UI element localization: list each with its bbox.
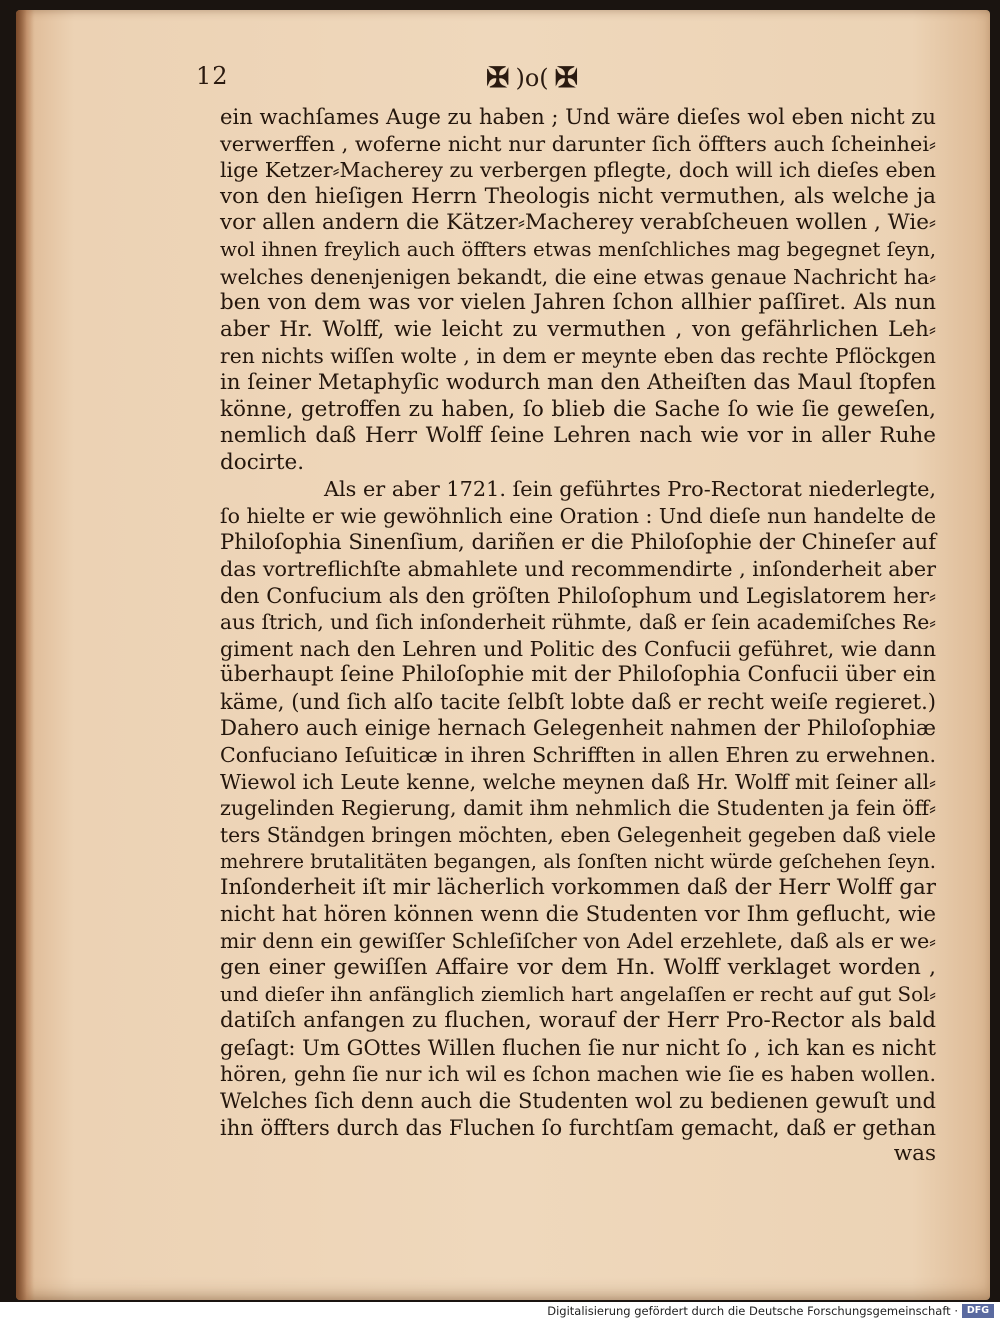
text-line: aber Hr. Wolff, wie leicht zu vermuthen , von gefährlichen Leh⸗: [220, 316, 936, 342]
page-header: [196, 62, 936, 98]
text-line: aus ſtrich, und ſich inſonderheit rühmte, daß er ſein academiſches Re⸗: [220, 610, 936, 635]
funding-credit: Digitalisierung gefördert durch die Deutsche Forschungsgemeinschaft ·: [547, 1304, 958, 1318]
ornament-center: )o(: [515, 64, 549, 92]
text-line: giment nach den Lehren und Politic des Confucii geführet, wie dann: [220, 636, 936, 661]
text-line: könne, getroffen zu haben, ſo blieb die Sache ſo wie ſie geweſen,: [220, 396, 936, 422]
text-line: wol ihnen freylich auch öffters etwas menſchliches mag begegnet ſeyn,: [220, 237, 936, 261]
text-line: nemlich daß Herr Wolff ſeine Lehren nach wie vor in aller Ruhe: [220, 423, 936, 449]
text-line: mehrere brutalitäten begangen, als ſonſten nicht würde geſchehen ſeyn.: [220, 849, 936, 873]
text-line: das vortreflichſte abmahlete und recommendirte , inſonderheit aber: [220, 557, 936, 582]
paragraph-start-line: Als er aber 1721. ſein geführtes Pro-Rectorat niederlegte,: [324, 477, 936, 502]
catchword: was: [893, 1141, 936, 1167]
text-line: den Confucium als den gröſten Philoſophum und Legislatorem her⸗: [220, 582, 936, 608]
text-line: lige Ketzer⸗Macherey zu verbergen pflegte, doch will ich dieſes eben: [220, 158, 936, 183]
text-line: Philoſophia Sinenſium, dariñen er die Philoſophie der Chineſer auf: [220, 529, 937, 555]
text-line: nicht hat hören können wenn die Studenten vor Ihm geflucht, wie: [220, 901, 936, 927]
text-line: geſagt: Um GOttes Willen fluchen ſie nur nicht ſo , ich kan es nicht: [220, 1034, 936, 1060]
text-line: von den hieſigen Herrn Theologis nicht vermuthen, als welche ja: [220, 183, 936, 209]
text-line: Inſonderheit iſt mir lächerlich vorkommen daß der Herr Wolff gar: [220, 875, 936, 901]
text-line: zugelinden Regierung, damit ihm nehmlich die Studenten ja fein öff⸗: [220, 796, 936, 821]
ornament-left-icon: ✠: [486, 61, 510, 94]
text-line: datiſch anfangen zu fluchen, worauf der Herr Pro-Rector als bald: [220, 1008, 936, 1034]
text-line: überhaupt ſeine Philoſophie mit der Philoſophia Confucii über ein: [220, 662, 936, 688]
text-line: ters Ständgen bringen möchten, eben Gelegenheit gegeben daß viele: [220, 823, 936, 848]
header-ornament: [486, 60, 578, 96]
text-line: käme, (und ſich alſo tacite ſelbſt lobte daß er recht weiſe regieret.): [220, 689, 936, 715]
text-line: gen einer gewiſſen Affaire vor dem Hn. Wolff verklaget worden ,: [220, 955, 936, 980]
text-line: verwerffen , woferne nicht nur darunter ſich öffters auch ſcheinhei⸗: [220, 131, 936, 156]
page-body-text: [220, 104, 936, 1168]
text-line: ein wachſames Auge zu haben ; Und wäre dieſes wol eben nicht zu: [220, 104, 936, 129]
text-line: Welches ſich denn auch die Studenten wol zu bedienen gewuſt und: [220, 1087, 936, 1113]
ornament-right-icon: ✠: [554, 61, 579, 94]
footer-bar: [0, 1302, 1000, 1321]
text-line: mir denn ein gewiſſer Schleſiſcher von Adel erzehlete, daß als er we⸗: [220, 929, 936, 954]
text-line: Wiewol ich Leute kenne, welche meynen daß Hr. Wolff mit ſeiner all⸗: [220, 769, 936, 794]
text-line: in ſeiner Metaphyſic wodurch man den Atheiſten das Maul ſtopfen: [220, 369, 936, 395]
text-line: ihn öffters durch das Fluchen ſo furchtſam gemacht, daß er gethan: [220, 1114, 936, 1140]
text-line: docirte.: [220, 449, 305, 475]
text-line: ben von dem was vor vielen Jahren ſchon allhier paſſiret. Als nun: [220, 290, 936, 316]
text-line: ren nichts wiſſen wolte , in dem er meynte eben das rechte Pflöckgen: [220, 344, 936, 369]
text-line: Dahero auch einige hernach Gelegenheit nahmen der Philoſophiæ: [220, 715, 936, 741]
text-line: und dieſer ihn anfänglich ziemlich hart angelaſſen er recht auf gut Sol⸗: [220, 982, 937, 1006]
text-line: welches denenjenigen bekandt, die eine etwas genaue Nachricht ha⸗: [220, 264, 937, 289]
text-line: ſo hielte er wie gewöhnlich eine Oration : Und dieſe nun handelte de: [220, 503, 936, 528]
dfg-logo-icon: DFG: [962, 1304, 994, 1318]
text-line: vor allen andern die Kätzer⸗Macherey verabſcheuen wollen , Wie⸗: [220, 210, 937, 236]
text-line: hören, gehn ſie nur ich wil es ſchon machen wie ſie es haben wollen.: [220, 1062, 936, 1087]
text-line: Confuciano Ieſuiticæ in ihren Schrifften in allen Ehren zu erwehnen.: [220, 743, 936, 768]
page-number: 12: [196, 62, 229, 90]
page-gutter-shadow: [16, 10, 34, 1300]
